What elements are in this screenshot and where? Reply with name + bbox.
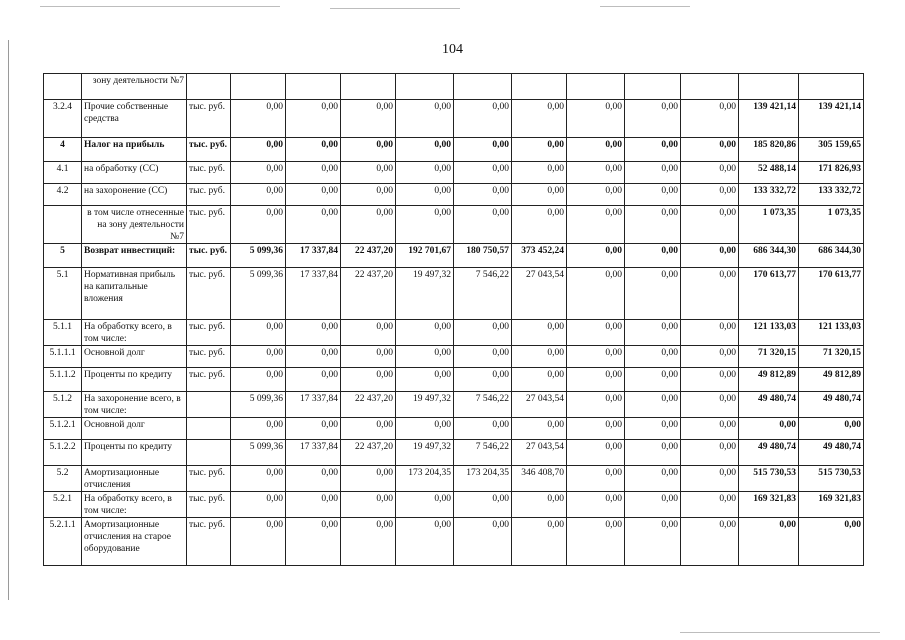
value-cell: 0,00	[454, 418, 512, 440]
value-cell: 0,00	[567, 320, 625, 346]
value-cell: 0,00	[231, 184, 286, 206]
value-cell: 5 099,36	[231, 440, 286, 466]
value-cell: 0,00	[231, 162, 286, 184]
row-code	[44, 74, 82, 100]
row-code: 5.1.1	[44, 320, 82, 346]
row-name: Основной долг	[82, 346, 187, 368]
value-cell: 0,00	[681, 268, 739, 320]
value-cell: 0,00	[681, 206, 739, 244]
value-cell: 27 043,54	[512, 392, 567, 418]
row-code	[44, 206, 82, 244]
value-cell: 0,00	[454, 368, 512, 392]
value-cell: 0,00	[512, 138, 567, 162]
value-cell: 169 321,83	[799, 492, 864, 518]
value-cell: 0,00	[799, 418, 864, 440]
value-cell: 0,00	[231, 368, 286, 392]
value-cell: 0,00	[454, 492, 512, 518]
row-unit: тыс. руб.	[187, 244, 231, 268]
value-cell: 0,00	[512, 184, 567, 206]
value-cell	[567, 74, 625, 100]
table-row	[44, 492, 864, 518]
value-cell: 27 043,54	[512, 440, 567, 466]
value-cell: 0,00	[341, 466, 396, 492]
row-code: 5.1.1.2	[44, 368, 82, 392]
row-name: Прочие собственные средства	[82, 100, 187, 138]
value-cell	[341, 74, 396, 100]
value-cell: 0,00	[625, 320, 681, 346]
value-cell: 19 497,32	[396, 392, 454, 418]
value-cell	[512, 74, 567, 100]
row-code: 5.2.1.1	[44, 518, 82, 566]
value-cell: 0,00	[231, 206, 286, 244]
value-cell: 0,00	[625, 184, 681, 206]
value-cell: 0,00	[454, 346, 512, 368]
row-unit: тыс. руб.	[187, 466, 231, 492]
value-cell: 0,00	[567, 184, 625, 206]
row-name: На обработку всего, в том числе:	[82, 492, 187, 518]
value-cell: 0,00	[681, 492, 739, 518]
value-cell: 19 497,32	[396, 440, 454, 466]
value-cell: 0,00	[341, 184, 396, 206]
row-code: 5.1.2.1	[44, 418, 82, 440]
row-name: Амортизационные отчисления на старое оборудование	[82, 518, 187, 566]
value-cell: 0,00	[286, 100, 341, 138]
row-name: Нормативная прибыль на капитальные вложения	[82, 268, 187, 320]
table-row	[44, 184, 864, 206]
value-cell: 139 421,14	[739, 100, 799, 138]
row-code: 5.2.1	[44, 492, 82, 518]
value-cell: 49 480,74	[799, 440, 864, 466]
row-code: 5.1	[44, 268, 82, 320]
value-cell: 0,00	[454, 138, 512, 162]
value-cell: 170 613,77	[799, 268, 864, 320]
value-cell: 0,00	[231, 418, 286, 440]
value-cell: 0,00	[396, 346, 454, 368]
value-cell: 0,00	[625, 100, 681, 138]
value-cell: 133 332,72	[799, 184, 864, 206]
value-cell: 173 204,35	[396, 466, 454, 492]
row-name: На обработку всего, в том числе:	[82, 320, 187, 346]
row-unit: тыс. руб.	[187, 162, 231, 184]
value-cell: 0,00	[567, 440, 625, 466]
value-cell: 0,00	[625, 162, 681, 184]
row-code: 5.1.1.1	[44, 346, 82, 368]
row-code: 4.2	[44, 184, 82, 206]
table-row	[44, 162, 864, 184]
value-cell: 27 043,54	[512, 268, 567, 320]
value-cell: 1 073,35	[799, 206, 864, 244]
value-cell: 0,00	[625, 518, 681, 566]
value-cell: 0,00	[286, 518, 341, 566]
value-cell: 0,00	[681, 368, 739, 392]
value-cell: 173 204,35	[454, 466, 512, 492]
row-name: Возврат инвестиций:	[82, 244, 187, 268]
table-row	[44, 244, 864, 268]
value-cell	[396, 74, 454, 100]
value-cell: 0,00	[396, 320, 454, 346]
financial-table	[43, 73, 864, 566]
value-cell: 0,00	[512, 346, 567, 368]
value-cell: 22 437,20	[341, 440, 396, 466]
value-cell: 0,00	[625, 466, 681, 492]
page-number: 104	[442, 42, 463, 57]
value-cell: 0,00	[231, 346, 286, 368]
value-cell: 0,00	[341, 206, 396, 244]
value-cell: 0,00	[512, 418, 567, 440]
value-cell: 0,00	[341, 138, 396, 162]
value-cell: 0,00	[625, 268, 681, 320]
value-cell: 49 480,74	[739, 392, 799, 418]
value-cell: 0,00	[567, 346, 625, 368]
value-cell: 0,00	[396, 368, 454, 392]
row-name: Основной долг	[82, 418, 187, 440]
table-row	[44, 518, 864, 566]
value-cell: 0,00	[681, 100, 739, 138]
row-unit	[187, 440, 231, 466]
value-cell: 0,00	[799, 518, 864, 566]
row-unit: тыс. руб.	[187, 184, 231, 206]
table-row	[44, 138, 864, 162]
value-cell	[231, 74, 286, 100]
value-cell: 0,00	[567, 466, 625, 492]
table-row	[44, 418, 864, 440]
value-cell: 1 073,35	[739, 206, 799, 244]
value-cell: 0,00	[512, 206, 567, 244]
value-cell: 5 099,36	[231, 392, 286, 418]
value-cell: 0,00	[567, 368, 625, 392]
table-row	[44, 346, 864, 368]
value-cell	[286, 74, 341, 100]
value-cell: 0,00	[341, 518, 396, 566]
scan-margin-line	[8, 40, 9, 600]
value-cell: 0,00	[396, 138, 454, 162]
value-cell: 192 701,67	[396, 244, 454, 268]
value-cell: 0,00	[681, 244, 739, 268]
value-cell: 0,00	[454, 320, 512, 346]
value-cell: 0,00	[567, 492, 625, 518]
row-name: Амортизационные отчисления	[82, 466, 187, 492]
value-cell: 0,00	[286, 206, 341, 244]
value-cell: 180 750,57	[454, 244, 512, 268]
value-cell: 0,00	[286, 162, 341, 184]
value-cell: 17 337,84	[286, 244, 341, 268]
value-cell: 0,00	[625, 244, 681, 268]
value-cell	[799, 74, 864, 100]
value-cell	[739, 74, 799, 100]
value-cell	[454, 74, 512, 100]
value-cell: 185 820,86	[739, 138, 799, 162]
value-cell: 52 488,14	[739, 162, 799, 184]
scan-line-top-2	[330, 8, 460, 9]
value-cell: 0,00	[341, 368, 396, 392]
row-name: Проценты по кредиту	[82, 368, 187, 392]
value-cell: 49 812,89	[739, 368, 799, 392]
value-cell: 0,00	[681, 440, 739, 466]
value-cell: 0,00	[625, 392, 681, 418]
value-cell: 17 337,84	[286, 440, 341, 466]
value-cell: 0,00	[286, 346, 341, 368]
value-cell: 0,00	[454, 518, 512, 566]
value-cell: 19 497,32	[396, 268, 454, 320]
table-row	[44, 320, 864, 346]
value-cell: 7 546,22	[454, 268, 512, 320]
table-row	[44, 392, 864, 418]
row-name: На захоронение всего, в том числе:	[82, 392, 187, 418]
value-cell: 0,00	[567, 138, 625, 162]
row-code: 5.1.2.2	[44, 440, 82, 466]
row-code: 5	[44, 244, 82, 268]
value-cell: 0,00	[567, 418, 625, 440]
value-cell: 0,00	[231, 518, 286, 566]
scan-line-top-3	[600, 6, 690, 7]
value-cell: 686 344,30	[799, 244, 864, 268]
value-cell: 5 099,36	[231, 244, 286, 268]
value-cell: 0,00	[512, 100, 567, 138]
value-cell: 0,00	[286, 138, 341, 162]
table-row	[44, 440, 864, 466]
value-cell: 373 452,24	[512, 244, 567, 268]
value-cell: 0,00	[286, 418, 341, 440]
value-cell: 0,00	[512, 368, 567, 392]
value-cell: 121 133,03	[799, 320, 864, 346]
value-cell: 0,00	[341, 320, 396, 346]
value-cell: 0,00	[396, 100, 454, 138]
value-cell: 0,00	[625, 492, 681, 518]
row-code: 5.1.2	[44, 392, 82, 418]
value-cell: 0,00	[681, 346, 739, 368]
value-cell: 0,00	[681, 138, 739, 162]
value-cell: 0,00	[396, 518, 454, 566]
value-cell: 139 421,14	[799, 100, 864, 138]
value-cell: 0,00	[341, 100, 396, 138]
value-cell: 0,00	[512, 162, 567, 184]
value-cell: 133 332,72	[739, 184, 799, 206]
value-cell: 0,00	[625, 418, 681, 440]
value-cell: 49 480,74	[799, 392, 864, 418]
value-cell: 0,00	[739, 418, 799, 440]
row-code: 3.2.4	[44, 100, 82, 138]
value-cell: 0,00	[512, 492, 567, 518]
value-cell: 22 437,20	[341, 244, 396, 268]
value-cell: 0,00	[286, 320, 341, 346]
value-cell: 0,00	[567, 268, 625, 320]
row-unit	[187, 74, 231, 100]
value-cell: 0,00	[625, 440, 681, 466]
row-unit: тыс. руб.	[187, 100, 231, 138]
row-unit: тыс. руб.	[187, 268, 231, 320]
table-row	[44, 100, 864, 138]
value-cell: 686 344,30	[739, 244, 799, 268]
value-cell: 0,00	[625, 346, 681, 368]
row-unit: тыс. руб.	[187, 368, 231, 392]
row-unit: тыс. руб.	[187, 320, 231, 346]
value-cell: 0,00	[567, 392, 625, 418]
value-cell: 0,00	[625, 368, 681, 392]
row-unit: тыс. руб.	[187, 492, 231, 518]
value-cell: 22 437,20	[341, 392, 396, 418]
table-row	[44, 466, 864, 492]
value-cell: 5 099,36	[231, 268, 286, 320]
value-cell: 0,00	[681, 518, 739, 566]
value-cell: 0,00	[341, 162, 396, 184]
row-code: 4	[44, 138, 82, 162]
value-cell: 171 826,93	[799, 162, 864, 184]
value-cell: 0,00	[286, 368, 341, 392]
table-row	[44, 206, 864, 244]
value-cell: 170 613,77	[739, 268, 799, 320]
value-cell: 0,00	[286, 466, 341, 492]
value-cell: 7 546,22	[454, 440, 512, 466]
row-unit: тыс. руб.	[187, 346, 231, 368]
value-cell: 0,00	[512, 518, 567, 566]
value-cell: 22 437,20	[341, 268, 396, 320]
row-name: зону деятельности №7	[82, 74, 187, 100]
value-cell: 515 730,53	[739, 466, 799, 492]
value-cell: 71 320,15	[799, 346, 864, 368]
value-cell: 0,00	[681, 184, 739, 206]
row-unit: тыс. руб.	[187, 206, 231, 244]
row-name: на обработку (СС)	[82, 162, 187, 184]
value-cell: 0,00	[567, 244, 625, 268]
value-cell: 0,00	[231, 138, 286, 162]
row-unit: тыс. руб.	[187, 138, 231, 162]
row-name: Проценты по кредиту	[82, 440, 187, 466]
row-unit	[187, 418, 231, 440]
row-code: 5.2	[44, 466, 82, 492]
value-cell: 0,00	[567, 206, 625, 244]
value-cell: 0,00	[681, 418, 739, 440]
value-cell: 0,00	[681, 466, 739, 492]
value-cell: 0,00	[396, 418, 454, 440]
value-cell: 305 159,65	[799, 138, 864, 162]
table-row	[44, 268, 864, 320]
table-row	[44, 74, 864, 100]
scan-line-top-1	[40, 6, 280, 7]
value-cell: 0,00	[567, 100, 625, 138]
value-cell	[681, 74, 739, 100]
value-cell	[625, 74, 681, 100]
value-cell: 49 480,74	[739, 440, 799, 466]
value-cell: 0,00	[567, 518, 625, 566]
table-body	[44, 74, 864, 566]
row-code: 4.1	[44, 162, 82, 184]
row-unit: тыс. руб.	[187, 518, 231, 566]
value-cell: 0,00	[341, 418, 396, 440]
value-cell: 0,00	[454, 184, 512, 206]
value-cell: 0,00	[231, 320, 286, 346]
value-cell: 0,00	[396, 162, 454, 184]
value-cell: 17 337,84	[286, 392, 341, 418]
value-cell: 0,00	[681, 320, 739, 346]
value-cell: 169 321,83	[739, 492, 799, 518]
value-cell: 71 320,15	[739, 346, 799, 368]
value-cell: 0,00	[231, 492, 286, 518]
row-name: в том числе отнесенные на зону деятельности №7	[82, 206, 187, 244]
value-cell: 0,00	[396, 206, 454, 244]
value-cell: 515 730,53	[799, 466, 864, 492]
row-name: Налог на прибыль	[82, 138, 187, 162]
row-unit	[187, 392, 231, 418]
value-cell: 0,00	[512, 320, 567, 346]
value-cell: 0,00	[341, 346, 396, 368]
value-cell: 49 812,89	[799, 368, 864, 392]
value-cell: 0,00	[681, 162, 739, 184]
value-cell: 346 408,70	[512, 466, 567, 492]
value-cell: 7 546,22	[454, 392, 512, 418]
value-cell: 0,00	[454, 206, 512, 244]
value-cell: 0,00	[396, 184, 454, 206]
value-cell: 121 133,03	[739, 320, 799, 346]
row-name: на захоронение (СС)	[82, 184, 187, 206]
value-cell: 0,00	[454, 162, 512, 184]
value-cell: 0,00	[681, 392, 739, 418]
value-cell: 0,00	[625, 206, 681, 244]
value-cell: 0,00	[454, 100, 512, 138]
value-cell: 0,00	[567, 162, 625, 184]
value-cell: 0,00	[341, 492, 396, 518]
scan-line-bottom	[680, 632, 880, 633]
value-cell: 0,00	[231, 466, 286, 492]
value-cell: 0,00	[286, 492, 341, 518]
value-cell: 0,00	[739, 518, 799, 566]
value-cell: 0,00	[396, 492, 454, 518]
value-cell: 0,00	[625, 138, 681, 162]
value-cell: 0,00	[286, 184, 341, 206]
value-cell: 17 337,84	[286, 268, 341, 320]
table-row	[44, 368, 864, 392]
value-cell: 0,00	[231, 100, 286, 138]
